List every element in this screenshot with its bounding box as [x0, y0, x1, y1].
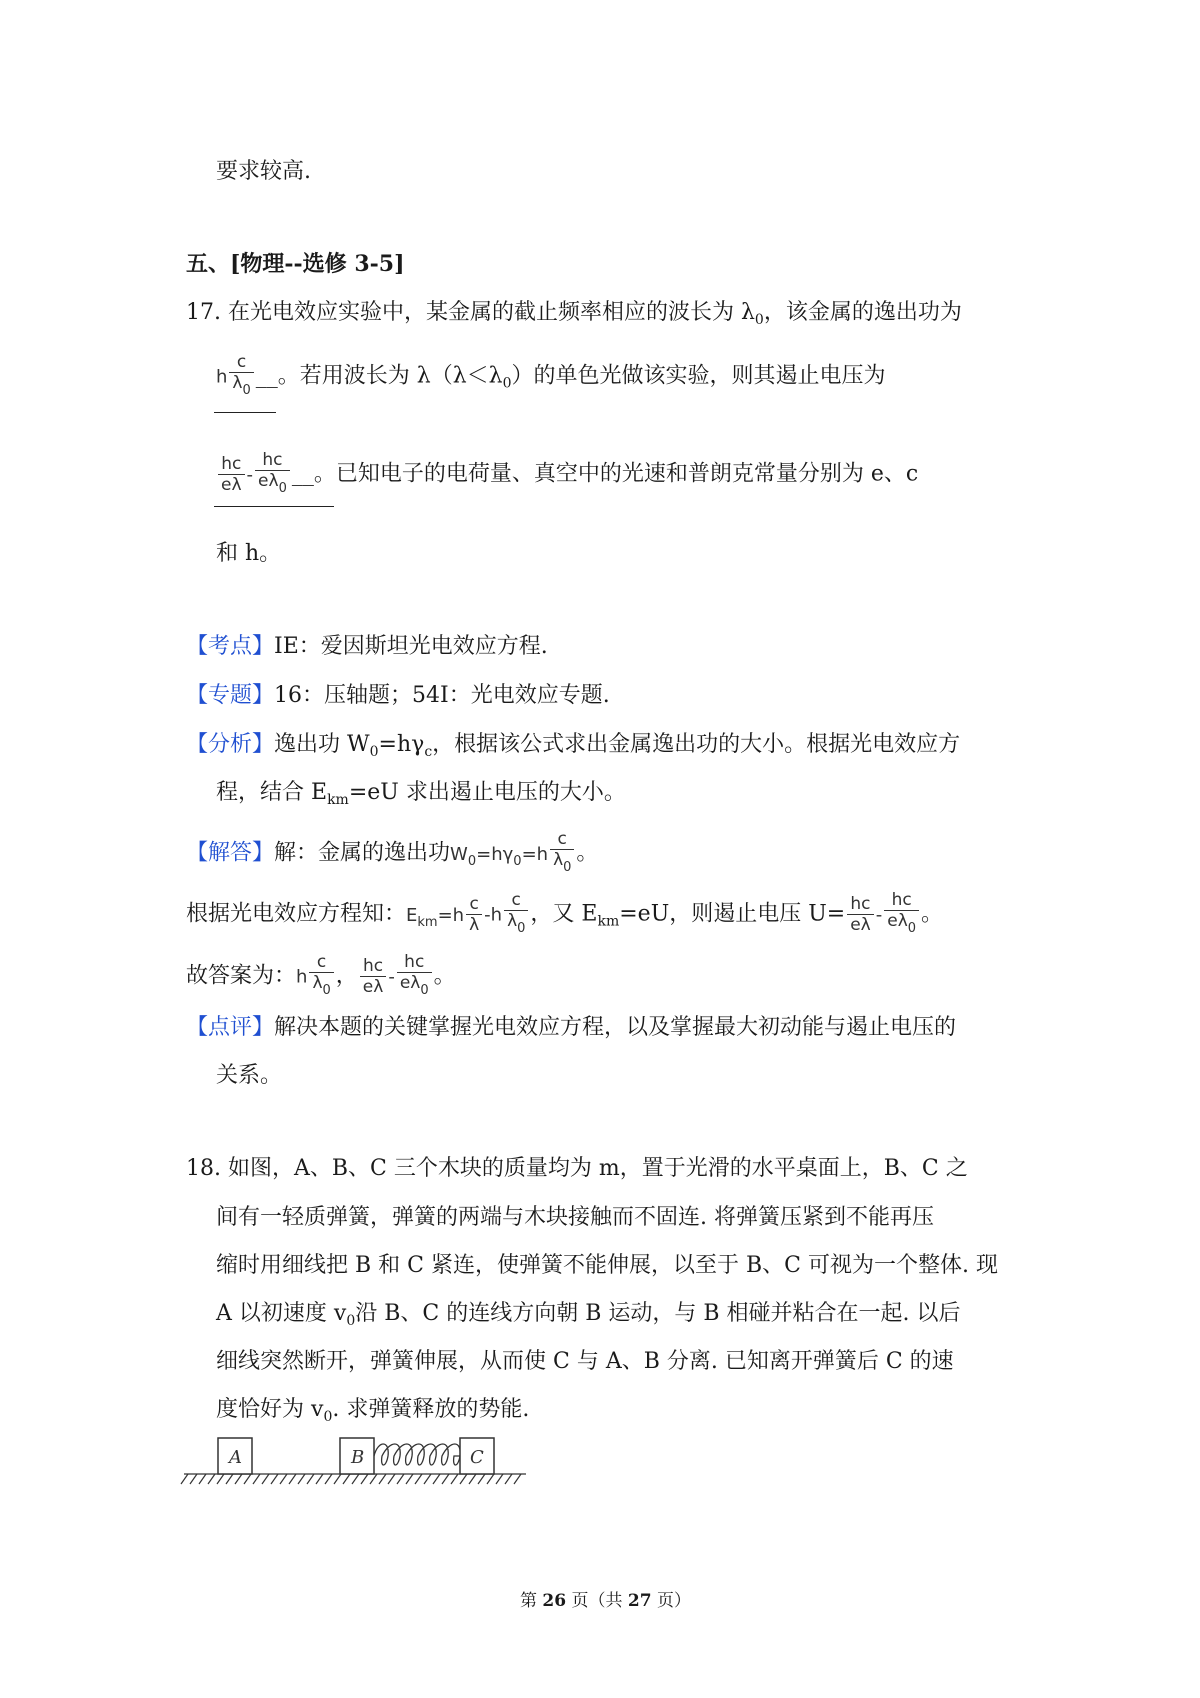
kaodian-line: 【考点】IE：爱因斯坦光电效应方程. — [186, 634, 548, 659]
fraction-c-over-lambda0: $\frac{c}{\lambda_0}$ — [550, 829, 574, 878]
ground-hatch — [181, 1474, 526, 1484]
hatch-stroke — [451, 1474, 458, 1484]
hatch-stroke — [370, 1474, 377, 1484]
q17-line-3: $\frac{hc}{e\lambda}$ - $\frac{hc}{e\lambda_0}$ __。已知电子的电荷量、真空中的光速和普朗克常量分别为 e、c — [216, 450, 918, 499]
hatch-stroke — [433, 1474, 440, 1484]
q18-line-4: A 以初速度 $v_0$沿 B、C 的连线方向朝 B 运动，与 B 相碰并粘合在一起. 以后 — [216, 1301, 961, 1329]
answer-blank-2 — [214, 506, 334, 507]
dianping-line-1: 【点评】解决本题的关键掌握光电效应方程，以及掌握最大初动能与遏止电压的 — [186, 1015, 957, 1040]
fraction-c-over-lambda: $\frac{c}{\lambda}$ — [466, 894, 482, 935]
zhuanti-tag: 【专题】 — [186, 683, 275, 708]
fraction-hc-over-e-lambda0: $\frac{hc}{e\lambda_0}$ — [884, 890, 919, 939]
jieda-line-2: 根据光电效应方程知：$E_{km}=h$ $\frac{c}{\lambda}$ -h $\frac{c}{\lambda_0}$ ，又 $E_{km}=eU$，则遏止电压 U= $\frac{hc}{e\lambda}$ - $\frac{hc}{e\lambda_0}$ 。 — [186, 890, 943, 939]
hatch-stroke — [181, 1474, 188, 1484]
hatch-stroke — [469, 1474, 476, 1484]
hatch-stroke — [235, 1474, 242, 1484]
fenxi-line-1: 【分析】逸出功 $W_0=h\gamma_c$，根据该公式求出金属逸出功的大小。根据光电效应方 — [186, 732, 961, 760]
fraction-c-over-lambda0: $\frac{c}{\lambda_0}$ — [309, 952, 333, 1001]
hatch-stroke — [478, 1474, 485, 1484]
q18-line-3: 缩时用细线把 B 和 C 紧连，使弹簧不能伸展，以至于 B、C 可视为一个整体. 现 — [216, 1253, 998, 1278]
hatch-stroke — [352, 1474, 359, 1484]
page-footer: 第 26 页（共 27 页） — [520, 1591, 691, 1611]
fraction-hc-over-e-lambda: $\frac{hc}{e\lambda}$ — [847, 894, 874, 935]
hatch-stroke — [397, 1474, 404, 1484]
zhuanti-line: 【专题】16：压轴题；54I：光电效应专题. — [186, 683, 610, 708]
fraction-hc-over-e-lambda0: $\frac{hc}{e\lambda_0}$ — [255, 450, 290, 499]
hatch-stroke — [190, 1474, 197, 1484]
hatch-stroke — [334, 1474, 341, 1484]
fraction-c-over-lambda0: $\frac{c}{\lambda_0}$ — [504, 890, 528, 939]
hatch-stroke — [388, 1474, 395, 1484]
dianping-line-2: 关系。 — [216, 1063, 283, 1088]
hatch-stroke — [199, 1474, 206, 1484]
hatch-stroke — [406, 1474, 413, 1484]
kaodian-tag: 【考点】 — [186, 634, 275, 659]
answer-blank-1 — [214, 412, 276, 413]
hatch-stroke — [289, 1474, 296, 1484]
fenxi-tag: 【分析】 — [186, 732, 275, 757]
hatch-stroke — [496, 1474, 503, 1484]
hatch-stroke — [505, 1474, 512, 1484]
fenxi-line-2: 程，结合 $E_{km}=eU$ 求出遏止电压的大小。 — [216, 780, 626, 808]
answer-line: 故答案为：h $\frac{c}{\lambda_0}$ ， $\frac{hc}{e\lambda}$ - $\frac{hc}{e\lambda_0}$ 。 — [186, 952, 456, 1001]
hatch-stroke — [514, 1474, 521, 1484]
hatch-stroke — [460, 1474, 467, 1484]
hatch-stroke — [262, 1474, 269, 1484]
hatch-stroke — [298, 1474, 305, 1484]
q18-line-2: 间有一轻质弹簧，弹簧的两端与木块接触而不固连. 将弹簧压紧到不能再压 — [216, 1205, 934, 1230]
fraction-c-over-lambda0: $\frac{c}{\lambda_0}$ — [229, 352, 253, 401]
hatch-stroke — [379, 1474, 386, 1484]
hatch-stroke — [217, 1474, 224, 1484]
hatch-stroke — [307, 1474, 314, 1484]
hatch-stroke — [253, 1474, 260, 1484]
hatch-stroke — [361, 1474, 368, 1484]
blocks-spring-figure — [180, 1430, 540, 1490]
page-total: 27 — [627, 1591, 652, 1611]
fraction-hc-over-e-lambda: $\frac{hc}{e\lambda}$ — [360, 956, 387, 997]
hatch-stroke — [280, 1474, 287, 1484]
q17-line-4: 和 h。 — [216, 541, 282, 566]
block-c-label: C — [470, 1447, 484, 1468]
q17-line-1: 17. 在光电效应实验中，某金属的截止频率相应的波长为 $\lambda_0$，该金属的逸出功为 — [186, 300, 962, 328]
section-header: 五、[物理--选修 3-5] — [186, 251, 405, 277]
hatch-stroke — [271, 1474, 278, 1484]
dianping-tag: 【点评】 — [186, 1015, 275, 1040]
jieda-line-1: 【解答】解：金属的逸出功$W_0=h\gamma_0=h$ $\frac{c}{\lambda_0}$ 。 — [186, 829, 598, 878]
page-number: 26 — [542, 1591, 567, 1611]
top-text: 要求较高. — [216, 159, 311, 184]
q18-line-1: 18. 如图，A、B、C 三个木块的质量均为 m，置于光滑的水平桌面上，B、C 之 — [186, 1156, 968, 1181]
fraction-hc-over-e-lambda0: $\frac{hc}{e\lambda_0}$ — [397, 952, 432, 1001]
hatch-stroke — [424, 1474, 431, 1484]
hatch-stroke — [316, 1474, 323, 1484]
q18-line-6: 度恰好为 $v_0$. 求弹簧释放的势能. — [216, 1397, 530, 1425]
jieda-tag: 【解答】 — [186, 840, 275, 866]
hatch-stroke — [487, 1474, 494, 1484]
hatch-stroke — [343, 1474, 350, 1484]
spring — [374, 1444, 460, 1465]
q17-line-2: h $\frac{c}{\lambda_0}$ __。若用波长为 $\lambda(\lambda<\lambda_0)$的单色光做该实验，则其遏止电压为 — [216, 352, 886, 401]
hatch-stroke — [208, 1474, 215, 1484]
fraction-hc-over-e-lambda: $\frac{hc}{e\lambda}$ — [218, 454, 245, 495]
hatch-stroke — [325, 1474, 332, 1484]
hatch-stroke — [442, 1474, 449, 1484]
block-b-label: B — [351, 1447, 365, 1468]
hatch-stroke — [226, 1474, 233, 1484]
block-a-label: A — [229, 1447, 242, 1468]
q18-line-5: 细线突然断开，弹簧伸展，从而使 C 与 A、B 分离. 已知离开弹簧后 C 的速 — [216, 1349, 954, 1374]
hatch-stroke — [415, 1474, 422, 1484]
hatch-stroke — [244, 1474, 251, 1484]
